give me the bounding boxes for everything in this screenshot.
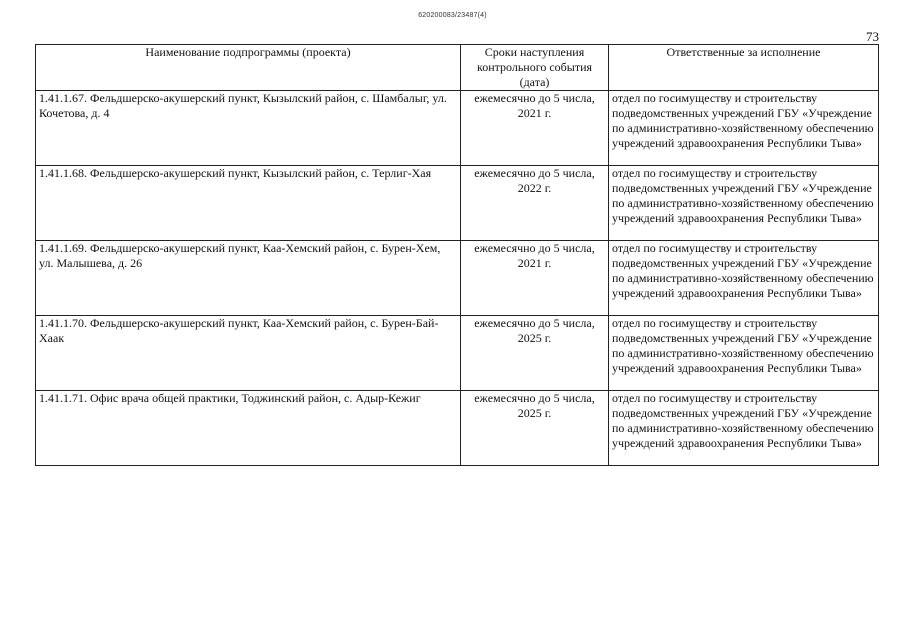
responsible-cell: отдел по госимуществу и строительству подведомственных учреждений ГБУ «Учреждение по административно-хозяйственному обеспечению учреждений здравоохранения Республики Тыва»	[609, 391, 879, 466]
deadline-cell: ежемесячно до 5 числа, 2025 г.	[461, 391, 609, 466]
deadline-cell: ежемесячно до 5 числа, 2022 г.	[461, 166, 609, 241]
table-header-row	[36, 45, 879, 91]
page-number: 73	[866, 29, 879, 44]
control-events-table	[35, 44, 879, 466]
table-row	[36, 166, 879, 241]
header-deadline: Сроки наступления контрольного события (дата)	[461, 45, 609, 91]
subprogram-name-cell: 1.41.1.69. Фельдшерско-акушерский пункт, Каа-Хемский район, с. Бурен-Хем, ул. Малышева, д. 26	[36, 241, 461, 316]
document-code: 620200083/23487(4)	[418, 12, 487, 19]
deadline-cell: ежемесячно до 5 числа, 2021 г.	[461, 91, 609, 166]
header-responsible: Ответственные за исполнение	[609, 45, 879, 91]
subprogram-name-cell: 1.41.1.71. Офис врача общей практики, Тоджинский район, с. Адыр-Кежиг	[36, 391, 461, 466]
table-row	[36, 316, 879, 391]
table-row	[36, 91, 879, 166]
header-subprogram-name: Наименование подпрограммы (проекта)	[36, 45, 461, 91]
subprogram-name-cell: 1.41.1.67. Фельдшерско-акушерский пункт, Кызылский район, с. Шамбалыг, ул. Кочетова, д. 4	[36, 91, 461, 166]
deadline-cell: ежемесячно до 5 числа, 2021 г.	[461, 241, 609, 316]
responsible-cell: отдел по госимуществу и строительству подведомственных учреждений ГБУ «Учреждение по административно-хозяйственному обеспечению учреждений здравоохранения Республики Тыва»	[609, 316, 879, 391]
table-row	[36, 391, 879, 466]
responsible-cell: отдел по госимуществу и строительству подведомственных учреждений ГБУ «Учреждение по административно-хозяйственному обеспечению учреждений здравоохранения Республики Тыва»	[609, 241, 879, 316]
responsible-cell: отдел по госимуществу и строительству подведомственных учреждений ГБУ «Учреждение по административно-хозяйственному обеспечению учреждений здравоохранения Республики Тыва»	[609, 166, 879, 241]
responsible-cell: отдел по госимуществу и строительству подведомственных учреждений ГБУ «Учреждение по административно-хозяйственному обеспечению учреждений здравоохранения Республики Тыва»	[609, 91, 879, 166]
deadline-cell: ежемесячно до 5 числа, 2025 г.	[461, 316, 609, 391]
table-row	[36, 241, 879, 316]
subprogram-name-cell: 1.41.1.68. Фельдшерско-акушерский пункт, Кызылский район, с. Терлиг-Хая	[36, 166, 461, 241]
subprogram-name-cell: 1.41.1.70. Фельдшерско-акушерский пункт, Каа-Хемский район, с. Бурен-Бай-Хаак	[36, 316, 461, 391]
